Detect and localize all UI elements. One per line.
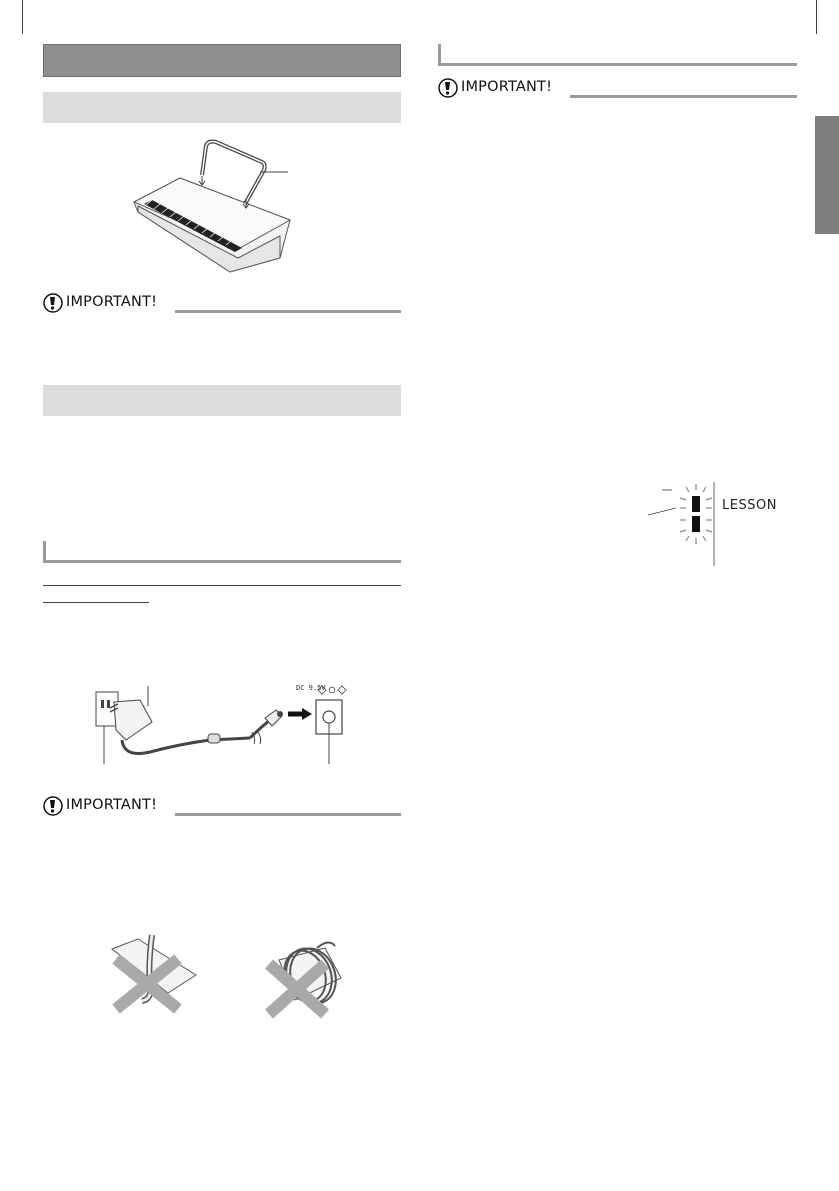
important-label: IMPORTANT! [66,294,158,310]
subsection-bar-1 [43,92,401,123]
important-notice-2 [43,796,401,816]
subsection-bar-2 [43,385,401,416]
do-not-bend-cord-illustration [108,935,198,1015]
caution-icon [43,293,63,313]
subheading-underline [43,602,149,603]
right-section-heading-rule [438,63,797,66]
dc-jack-label: DC 9.5V [296,684,326,692]
crop-mark-left [22,0,23,34]
caution-icon [438,78,458,98]
do-not-wrap-cord-illustration [255,938,355,1018]
important-label: IMPORTANT! [66,797,158,813]
important-label: IMPORTANT! [461,79,553,95]
section-heading-rule [43,560,401,563]
important-notice-1 [43,293,401,313]
caution-icon [43,796,63,816]
section-header-bar [43,44,401,77]
important-rule [175,813,401,816]
important-rule [175,310,401,313]
music-stand-keyboard-illustration [130,140,300,275]
important-notice-3 [438,78,797,98]
subheading-rule [43,585,401,586]
crop-mark-right [816,0,817,34]
right-section-heading-marker [438,44,441,65]
lesson-label: LESSON [722,498,777,513]
important-rule [570,95,797,98]
section-thumb-tab [815,116,839,234]
lesson-indicator-display [648,478,720,568]
section-heading-marker [43,541,46,562]
